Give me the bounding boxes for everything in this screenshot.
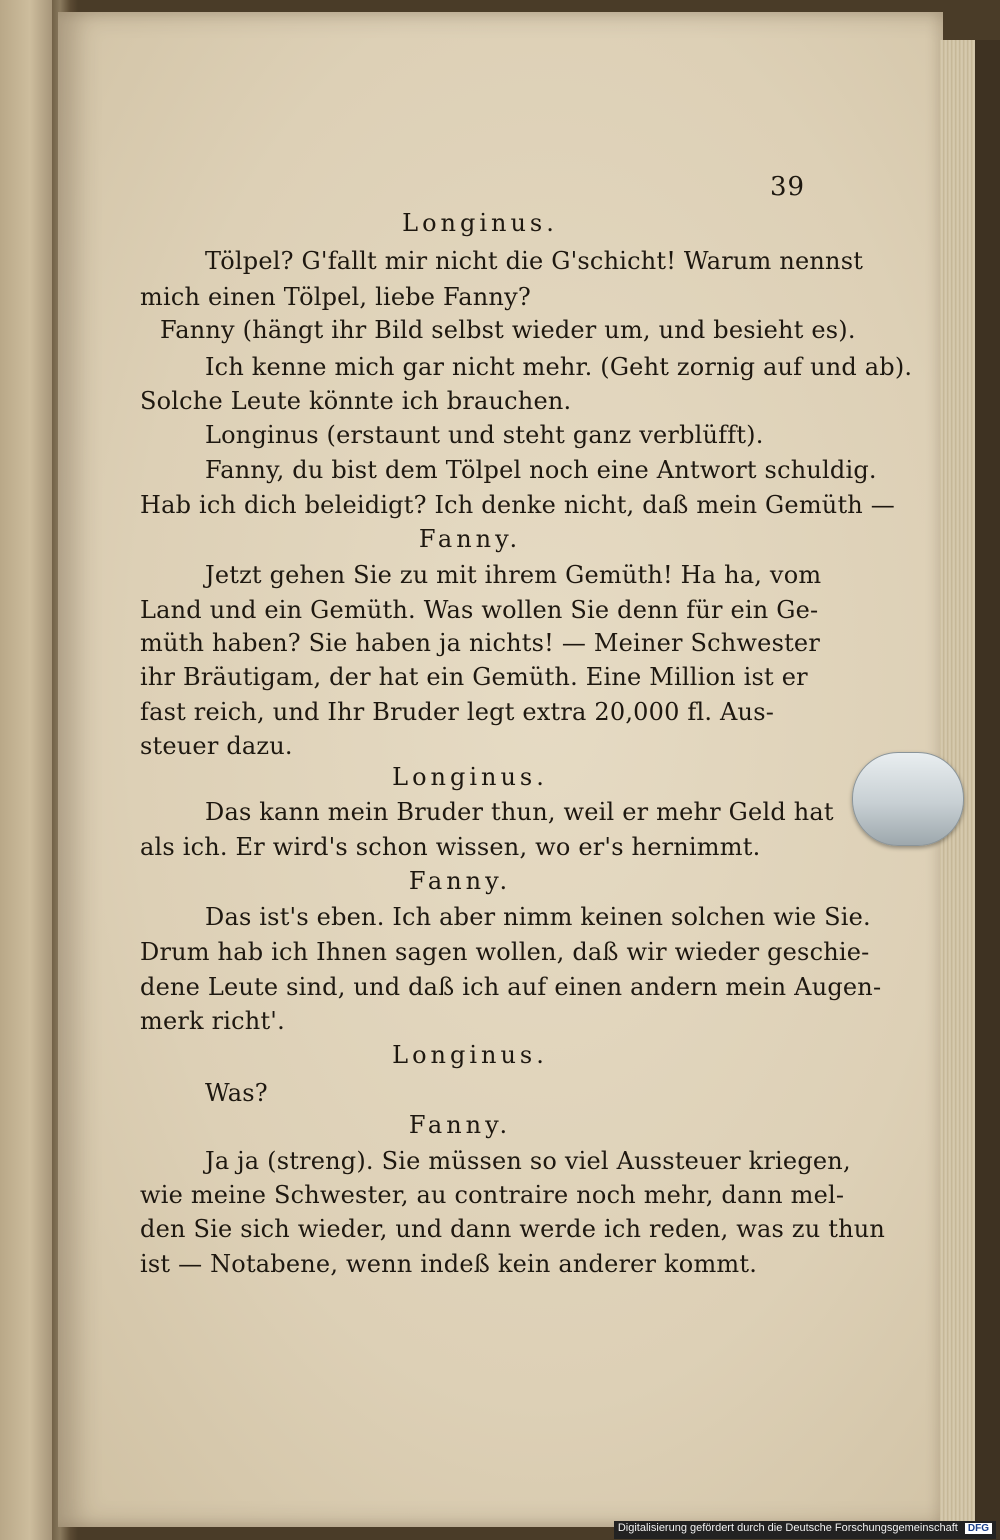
text-line: den Sie sich wieder, und dann werde ich reden, was zu thun <box>140 1215 886 1243</box>
speaker-heading: Fanny. <box>408 1111 512 1139</box>
text-line: mich einen Tölpel, liebe Fanny? <box>140 283 531 311</box>
text-line: Hab ich dich beleidigt? Ich denke nicht, daß mein Gemüth — <box>140 491 895 519</box>
text-line: Das ist's eben. Ich aber nimm keinen solchen wie Sie. <box>205 903 871 931</box>
text-line: Das kann mein Bruder thun, weil er mehr Geld hat <box>205 798 834 826</box>
text-line: Ich kenne mich gar nicht mehr. (Geht zornig auf und ab). <box>205 353 913 381</box>
speaker-heading: Fanny. <box>408 867 512 895</box>
text-line: Jetzt gehen Sie zu mit ihrem Gemüth! Ha ha, vom <box>205 561 822 589</box>
text-line: Fanny (hängt ihr Bild selbst wieder um, und besieht es). <box>160 316 856 344</box>
text-line: Was? <box>205 1079 268 1107</box>
text-line: Land und ein Gemüth. Was wollen Sie denn für ein Ge- <box>140 596 819 624</box>
text-line: ist — Notabene, wenn indeß kein anderer kommt. <box>140 1250 758 1278</box>
text-line: steuer dazu. <box>140 732 293 760</box>
text-line: Solche Leute könnte ich brauchen. <box>140 387 572 415</box>
text-line: Tölpel? G'fallt mir nicht die G'schicht! Warum nennst <box>205 247 864 275</box>
bookmark-clip <box>852 752 964 846</box>
speaker-heading: Fanny. <box>418 525 522 553</box>
speaker-heading: Longinus. <box>392 1041 548 1069</box>
text-line: fast reich, und Ihr Bruder legt extra 20,000 fl. Aus- <box>140 698 775 726</box>
text-line: ihr Bräutigam, der hat ein Gemüth. Eine Million ist er <box>140 663 808 691</box>
text-line: Longinus (erstaunt und steht ganz verblüfft). <box>205 421 764 449</box>
text-line: Fanny, du bist dem Tölpel noch eine Antwort schuldig. <box>205 456 877 484</box>
text-line: Drum hab ich Ihnen sagen wollen, daß wir wieder geschie- <box>140 938 870 966</box>
footer-text: Digitalisierung gefördert durch die Deutsche Forschungsgemeinschaft <box>617 1522 958 1534</box>
text-line: als ich. Er wird's schon wissen, wo er's hernimmt. <box>140 833 761 861</box>
speaker-heading: Longinus. <box>402 209 558 237</box>
dfg-logo-icon: DFG <box>965 1523 992 1534</box>
text-line: dene Leute sind, und daß ich auf einen andern mein Augen- <box>140 973 882 1001</box>
text-line: merk richt'. <box>140 1007 285 1035</box>
text-line: müth haben? Sie haben ja nichts! — Meiner Schwester <box>140 629 821 657</box>
speaker-heading: Longinus. <box>392 763 548 791</box>
text-line: Ja ja (streng). Sie müssen so viel Aussteuer kriegen, <box>205 1147 851 1175</box>
text-line: wie meine Schwester, au contraire noch mehr, dann mel- <box>140 1181 845 1209</box>
digitization-footer <box>614 1521 996 1539</box>
page-number: 39 <box>770 172 806 202</box>
